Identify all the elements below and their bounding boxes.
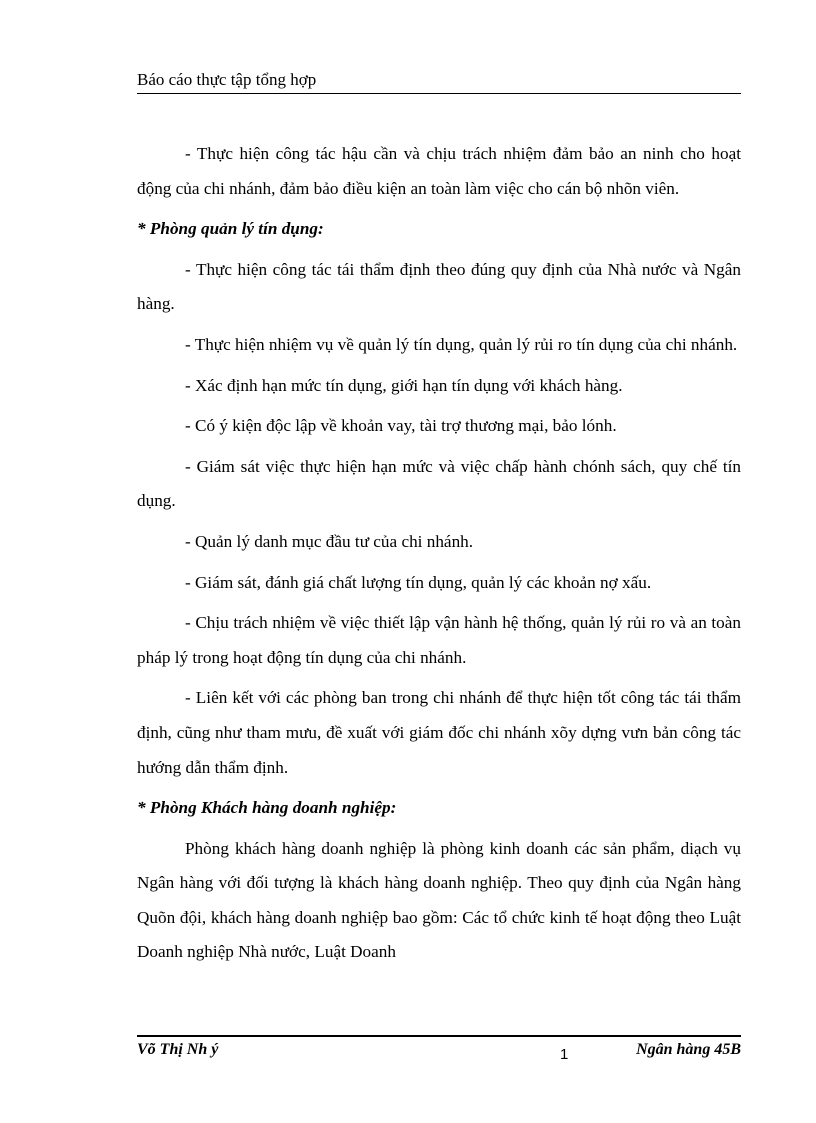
- paragraph-coordination: - Liên kết với các phòng ban trong chi nhánh để thực hiện tốt công tác tái thẩm định, cũng như tham mưu, đề xuất với giám đốc chi nhánh xõy dựng vưn bản công tác hướng dẫn thẩm định.: [137, 688, 741, 777]
- document-body: [137, 137, 741, 976]
- section-heading-credit-management: * Phòng quản lý tín dụng:: [137, 219, 324, 239]
- header-divider: [137, 93, 741, 94]
- paragraph-portfolio: - Quản lý danh mục đầu tư của chi nhánh.: [185, 531, 474, 551]
- paragraph-supervision-limit: - Giám sát việc thực hiện hạn mức và việc chấp hành chónh sách, quy chế tín dụng.: [137, 456, 741, 511]
- header-title: Báo cáo thực tập tổng hợp: [137, 70, 317, 89]
- footer-author: Võ Thị Nh ý: [137, 1041, 219, 1058]
- paragraph-quality-assessment: - Giám sát, đánh giá chất lượng tín dụng, quản lý các khoản nợ xấu.: [185, 572, 652, 592]
- paragraph-reappraisal: - Thực hiện công tác tái thẩm định theo đúng quy định của Nhà nước và Ngân hàng.: [137, 259, 741, 314]
- footer-class-name: Ngân hàng 45B: [636, 1041, 741, 1058]
- paragraph-system-operation: - Chịu trách nhiệm về việc thiết lập vận hành hệ thống, quản lý rủi ro và an toàn pháp lý trong hoạt động tín dụng của chi nhánh.: [137, 613, 741, 667]
- paragraph-corporate-customers: Phòng khách hàng doanh nghiệp là phòng kinh doanh các sản phẩm, diạch vụ Ngân hàng với đối tượng là khách hàng doanh nghiệp. Theo quy định của Ngân hàng Quõn đội, khách hàng doanh nghiệp bao gồm: Các tổ chức kinh tế hoạt động theo Luật Doanh nghiệp Nhà nước, Luật Doanh: [137, 838, 741, 962]
- paragraph-independent-opinion: - Có ý kiện độc lập về khoản vay, tài trợ thương mại, bảo lónh.: [185, 416, 617, 436]
- page-number: 1: [560, 1046, 569, 1063]
- paragraph-credit-risk: - Thực hiện nhiệm vụ về quản lý tín dụng, quản lý rủi ro tín dụng của chi nhánh.: [185, 334, 738, 354]
- footer-divider: [137, 1035, 741, 1037]
- paragraph-logistics: - Thực hiện công tác hậu cần và chịu trách nhiệm đảm bảo an ninh cho hoạt động của chi nhánh, đảm bảo điều kiện an toàn làm việc cho cán bộ nhõn viên.: [137, 144, 741, 198]
- section-heading-corporate-customers: * Phòng Khách hàng doanh nghiệp:: [137, 798, 397, 818]
- paragraph-credit-limit: - Xác định hạn mức tín dụng, giới hạn tín dụng với khách hàng.: [185, 375, 623, 395]
